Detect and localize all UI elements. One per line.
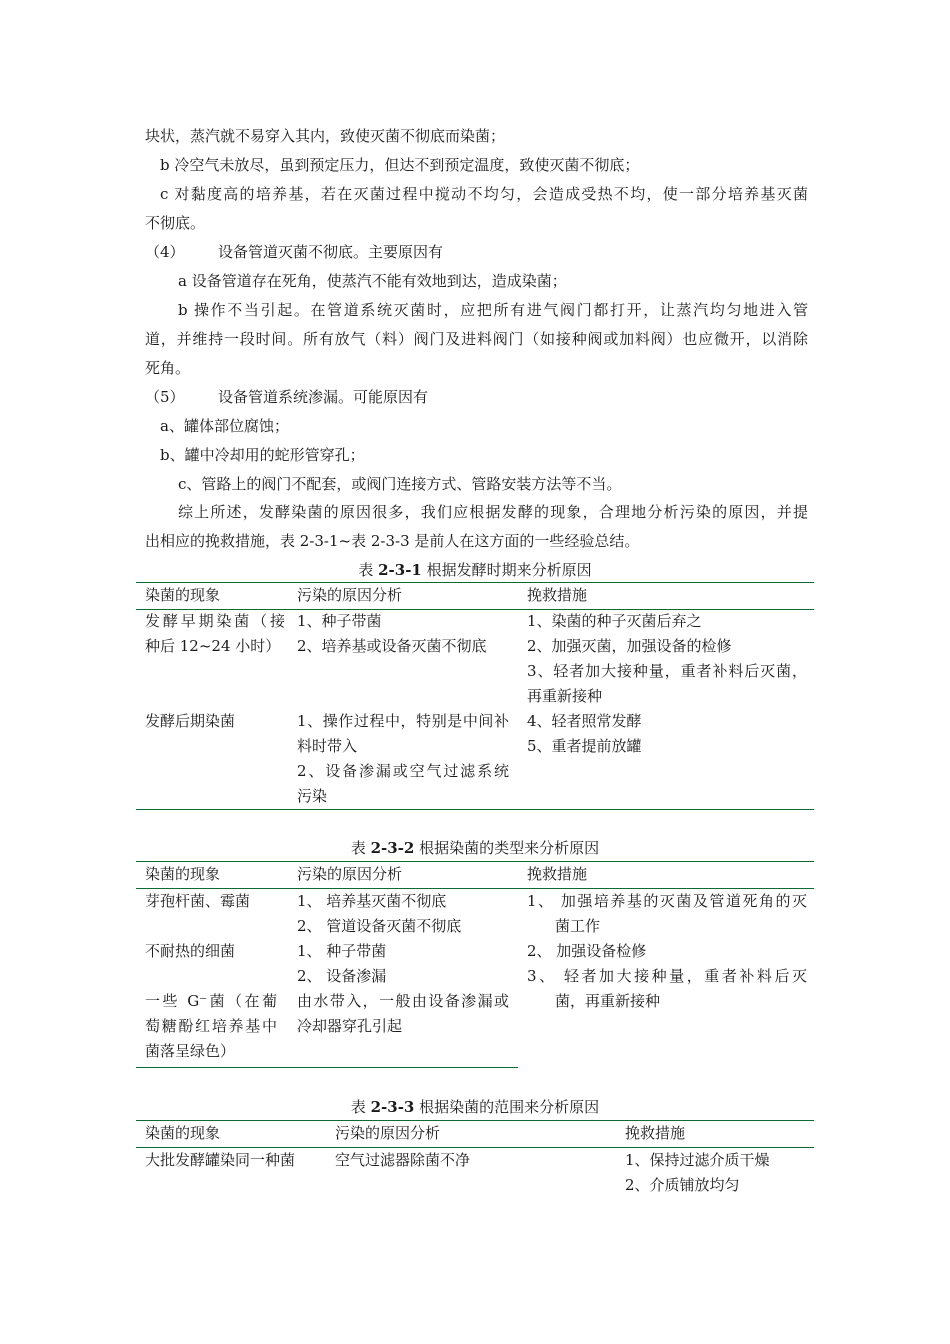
table1-col1-line: 发酵早期染菌（接 bbox=[145, 612, 285, 630]
table3-header-remedy: 挽救措施 bbox=[625, 1124, 686, 1142]
table1-caption-number: 2-3-1 bbox=[378, 561, 422, 579]
table2-caption-text: 根据染菌的类型来分析原因 bbox=[414, 839, 600, 857]
table3-caption-prefix: 表 bbox=[350, 1098, 371, 1116]
table1-header-remedy: 挽救措施 bbox=[527, 586, 588, 604]
table2-cell: 芽孢杆菌、霉菌 bbox=[145, 892, 251, 910]
table1-caption-prefix: 表 bbox=[358, 561, 379, 579]
table1-cell: 种后 12~24 小时） bbox=[145, 637, 281, 655]
body-line-6: a 设备管道存在死角，使蒸汽不能有效地到达，造成染菌； bbox=[178, 272, 567, 290]
body-line-9: 死角。 bbox=[145, 359, 191, 377]
table1-top-rule bbox=[136, 582, 814, 583]
table1-cell bbox=[145, 609, 285, 634]
table2-cell: 不耐热的细菌 bbox=[145, 942, 236, 960]
table1-cell: 4、轻者照常发酵 bbox=[527, 712, 642, 730]
table1-caption-text: 根据发酵时期来分析原因 bbox=[421, 561, 592, 579]
table2-cell bbox=[297, 989, 509, 1014]
heading-5: 设备管道系统渗漏。可能原因有 bbox=[218, 388, 429, 406]
table2-col2-line: 由水带入，一般由设备渗漏或 bbox=[297, 992, 509, 1010]
table1-col2-line: 1、操作过程中，特别是中间补 bbox=[297, 712, 509, 730]
table3-caption-text: 根据染菌的范围来分析原因 bbox=[414, 1098, 600, 1116]
table2-cell: 菌工作 bbox=[555, 917, 601, 935]
table3 bbox=[136, 1120, 814, 1200]
body-line-2: b 冷空气未放尽，虽到预定压力，但达不到预定温度，致使灭菌不彻底； bbox=[160, 156, 640, 174]
body-line-1: 块状，蒸汽就不易穿入其内，致使灭菌不彻底而染菌； bbox=[145, 127, 506, 145]
body-line-14 bbox=[178, 502, 808, 522]
table2-cell bbox=[527, 889, 807, 914]
table2-cell bbox=[145, 1014, 277, 1039]
table2-cell: 1、 种子带菌 bbox=[297, 942, 387, 960]
heading-4: 设备管道灭菌不彻底。主要原因有 bbox=[218, 243, 444, 261]
table2-header-remedy: 挽救措施 bbox=[527, 865, 588, 883]
table3-header-phenomenon: 染菌的现象 bbox=[145, 1124, 221, 1142]
body-line-7 bbox=[178, 300, 808, 320]
table2-cell: 菌落呈绿色） bbox=[145, 1042, 236, 1060]
body-line-11: a、罐体部位腐蚀； bbox=[160, 417, 289, 435]
table1-cell: 1、种子带菌 bbox=[297, 612, 382, 630]
body-line-3 bbox=[160, 184, 808, 204]
table2-caption bbox=[136, 838, 814, 858]
table1-bottom-rule bbox=[136, 809, 814, 810]
table1-cell: 5、重者提前放罐 bbox=[527, 737, 642, 755]
table1-cell bbox=[297, 759, 509, 784]
table2-col1-line: 一些 G⁻菌（在葡 bbox=[145, 992, 277, 1010]
table3-cell: 大批发酵罐染同一种菌 bbox=[145, 1151, 296, 1169]
table2 bbox=[136, 861, 814, 1071]
table2-cell: 2、 管道设备灭菌不彻底 bbox=[297, 917, 462, 935]
table1-cell: 发酵后期染菌 bbox=[145, 712, 236, 730]
body-line-12: b、罐中冷却用的蛇形管穿孔； bbox=[160, 446, 365, 464]
table3-caption-number: 2-3-3 bbox=[370, 1098, 415, 1116]
table1-header-cause: 污染的原因分析 bbox=[297, 586, 403, 604]
table2-cell: 2、 设备渗漏 bbox=[297, 967, 387, 985]
table2-col1-line: 萄糖酚红培养基中 bbox=[145, 1017, 277, 1035]
table1-cell: 1、染菌的种子灭菌后弃之 bbox=[527, 612, 702, 630]
body-line-7-text: b 操作不当引起。在管道系统灭菌时，应把所有进气阀门都打开，让蒸汽均匀地进入管 bbox=[178, 301, 808, 319]
table2-header-cause: 污染的原因分析 bbox=[297, 865, 403, 883]
table2-col3-line: 3、 轻者加大接种量，重者补料后灭 bbox=[527, 967, 807, 985]
table1-header-phenomenon: 染菌的现象 bbox=[145, 586, 221, 604]
table2-caption-prefix: 表 bbox=[350, 839, 371, 857]
table1-col3-line: 3、轻者加大接种量，重者补料后灭菌， bbox=[527, 662, 807, 680]
table3-cell: 1、保持过滤介质干燥 bbox=[625, 1151, 770, 1169]
table1-caption bbox=[136, 560, 814, 580]
body-line-3-text: c 对黏度高的培养基，若在灭菌过程中搅动不均匀，会造成受热不均，使一部分培养基灭菌 bbox=[160, 185, 808, 203]
table1-cell: 污染 bbox=[297, 787, 328, 805]
table1-cell: 2、培养基或设备灭菌不彻底 bbox=[297, 637, 487, 655]
table3-top-rule bbox=[136, 1120, 814, 1121]
body-line-8-text: 道，并维持一段时间。所有放气（料）阀门及进料阀门（如接种阀或加料阀）也应微开，以消除 bbox=[145, 330, 808, 348]
body-line-13: c、管路上的阀门不配套，或阀门连接方式、管路安装方法等不当。 bbox=[178, 475, 622, 493]
table2-cell: 冷却器穿孔引起 bbox=[297, 1017, 403, 1035]
table1-cell: 2、加强灭菌，加强设备的检修 bbox=[527, 637, 732, 655]
table1-cell bbox=[297, 709, 509, 734]
table3-caption bbox=[136, 1097, 814, 1117]
table2-caption-number: 2-3-2 bbox=[370, 839, 415, 857]
table2-cell: 2、 加强设备检修 bbox=[527, 942, 647, 960]
table2-cell bbox=[527, 964, 807, 989]
table1-cell: 料时带入 bbox=[297, 737, 358, 755]
body-line-8 bbox=[145, 329, 808, 349]
table2-header-phenomenon: 染菌的现象 bbox=[145, 865, 221, 883]
table2-top-rule bbox=[136, 861, 814, 862]
table2-cell: 菌，再重新接种 bbox=[555, 992, 661, 1010]
table3-header-cause: 污染的原因分析 bbox=[335, 1124, 441, 1142]
table1-col2-line: 2、设备渗漏或空气过滤系统 bbox=[297, 762, 509, 780]
table3-cell: 空气过滤器除菌不净 bbox=[335, 1151, 471, 1169]
table1 bbox=[136, 582, 814, 812]
body-line-4: 不彻底。 bbox=[145, 214, 206, 232]
table2-col3-line: 1、 加强培养基的灭菌及管道死角的灭 bbox=[527, 892, 807, 910]
body-line-15: 出相应的挽救措施，表 2-3-1~表 2-3-3 是前人在这方面的一些经验总结。 bbox=[145, 532, 640, 550]
table1-cell: 再重新接种 bbox=[527, 687, 603, 705]
list-number-4: （4） bbox=[145, 243, 185, 261]
list-number-5: （5） bbox=[145, 388, 185, 406]
body-line-14-text: 综上所述，发酵染菌的原因很多，我们应根据发酵的现象，合理地分析污染的原因，并提 bbox=[178, 503, 808, 521]
table2-bottom-rule bbox=[136, 1067, 518, 1068]
table3-cell: 2、介质铺放均匀 bbox=[625, 1176, 740, 1194]
table2-cell bbox=[145, 989, 277, 1014]
table1-cell bbox=[527, 659, 807, 684]
table2-cell: 1、 培养基灭菌不彻底 bbox=[297, 892, 447, 910]
